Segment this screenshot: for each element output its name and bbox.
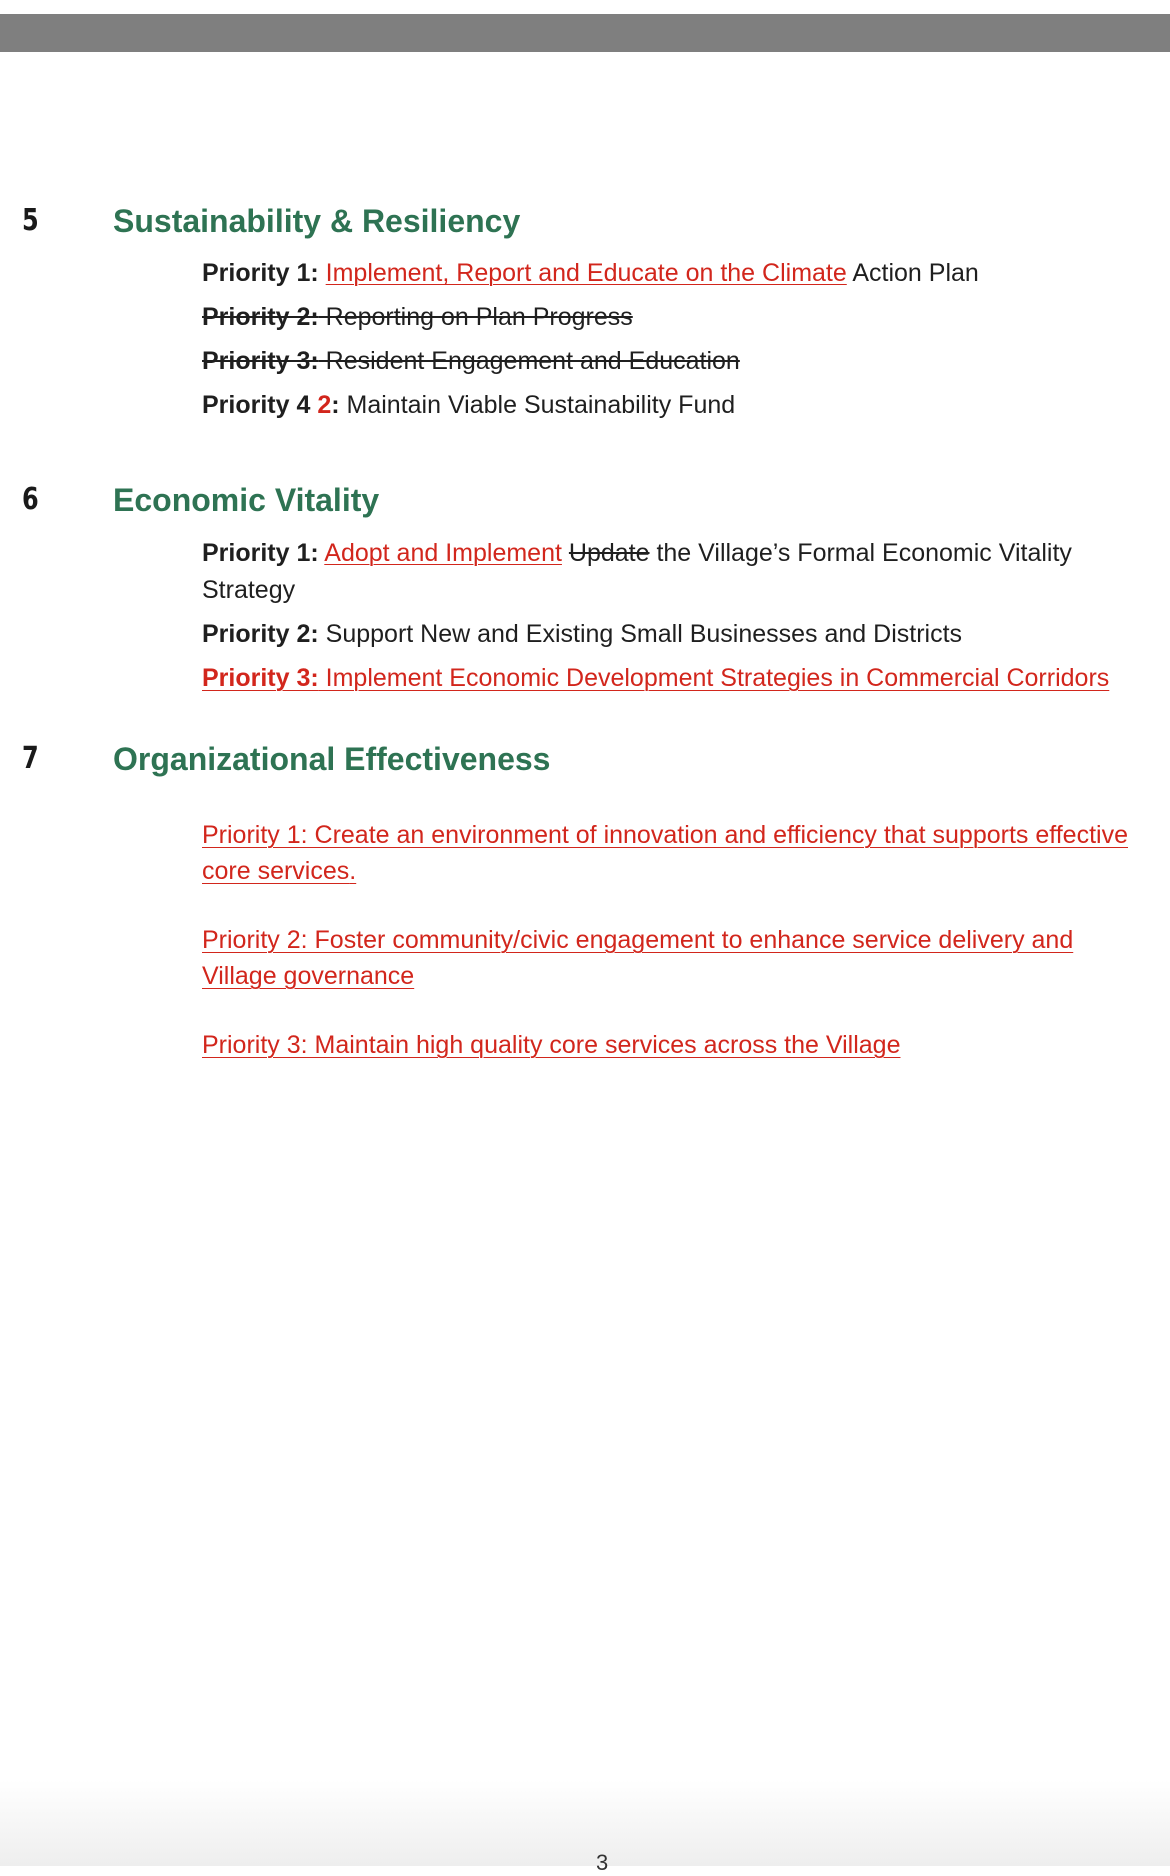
priority-text: Implement Economic Development Strategies in Commercial Corridors bbox=[318, 664, 1110, 692]
priority-label: Priority 2: bbox=[202, 303, 319, 331]
priority-label: Priority 1: bbox=[202, 259, 319, 287]
document-top-bar bbox=[0, 14, 1170, 52]
priority-list bbox=[202, 535, 1142, 704]
priority-list bbox=[202, 817, 1152, 1096]
priority-item-inserted bbox=[202, 817, 1152, 889]
priority-item-inserted bbox=[202, 1027, 1152, 1063]
inserted-text: Adopt and Implement bbox=[324, 539, 562, 567]
priority-label bbox=[202, 391, 340, 419]
priority-text: Maintain Viable Sustainability Fund bbox=[339, 391, 736, 419]
deleted-text: Update bbox=[568, 539, 650, 567]
page-number: 3 bbox=[596, 1850, 609, 1875]
priority-label-colon: : bbox=[331, 391, 340, 419]
section-number: 5 bbox=[22, 203, 39, 238]
priority-item bbox=[202, 535, 1142, 609]
priority-text: Resident Engagement and Education bbox=[318, 347, 740, 375]
priority-label-new: 2 bbox=[317, 391, 332, 419]
priority-item-inserted bbox=[202, 922, 1152, 994]
priority-item bbox=[202, 616, 1142, 653]
priority-label: Priority 3: bbox=[202, 664, 319, 692]
inserted-text: Implement, Report and Educate on the Climate bbox=[325, 259, 847, 287]
priority-item-inserted bbox=[202, 660, 1142, 697]
section-number: 7 bbox=[22, 741, 39, 776]
priority-label: Priority 3: bbox=[202, 347, 319, 375]
priority-label-old: Priority 4 bbox=[202, 391, 318, 419]
priority-list bbox=[202, 255, 1162, 431]
priority-text: Support New and Existing Small Businesses and Districts bbox=[318, 620, 963, 648]
priority-label: Priority 2: bbox=[202, 620, 319, 648]
priority-text: the Village’s Formal Economic Vitality Strategy bbox=[202, 539, 1072, 604]
priority-text: Priority 2: Foster community/civic engagement to enhance service delivery and Village governance bbox=[202, 926, 1074, 990]
priority-text-end: . bbox=[349, 857, 357, 885]
section-title: Economic Vitality bbox=[113, 482, 380, 518]
section-title: Organizational Effectiveness bbox=[113, 741, 551, 777]
page-bottom-shadow bbox=[0, 1780, 1170, 1866]
priority-item bbox=[202, 387, 1162, 424]
priority-text: Priority 1: Create an environment of innovation and efficiency that supports effective core services bbox=[202, 821, 1128, 885]
priority-item-deleted bbox=[202, 343, 1162, 380]
priority-text: Priority 3: Maintain high quality core services across the Village bbox=[202, 1031, 901, 1059]
priority-text: Reporting on Plan Progress bbox=[318, 303, 633, 331]
section-title: Sustainability & Resiliency bbox=[113, 203, 521, 239]
priority-item bbox=[202, 255, 1162, 292]
priority-item-deleted bbox=[202, 299, 1162, 336]
priority-label: Priority 1: bbox=[202, 539, 319, 567]
priority-text: Action Plan bbox=[846, 259, 979, 287]
section-number: 6 bbox=[22, 482, 39, 517]
